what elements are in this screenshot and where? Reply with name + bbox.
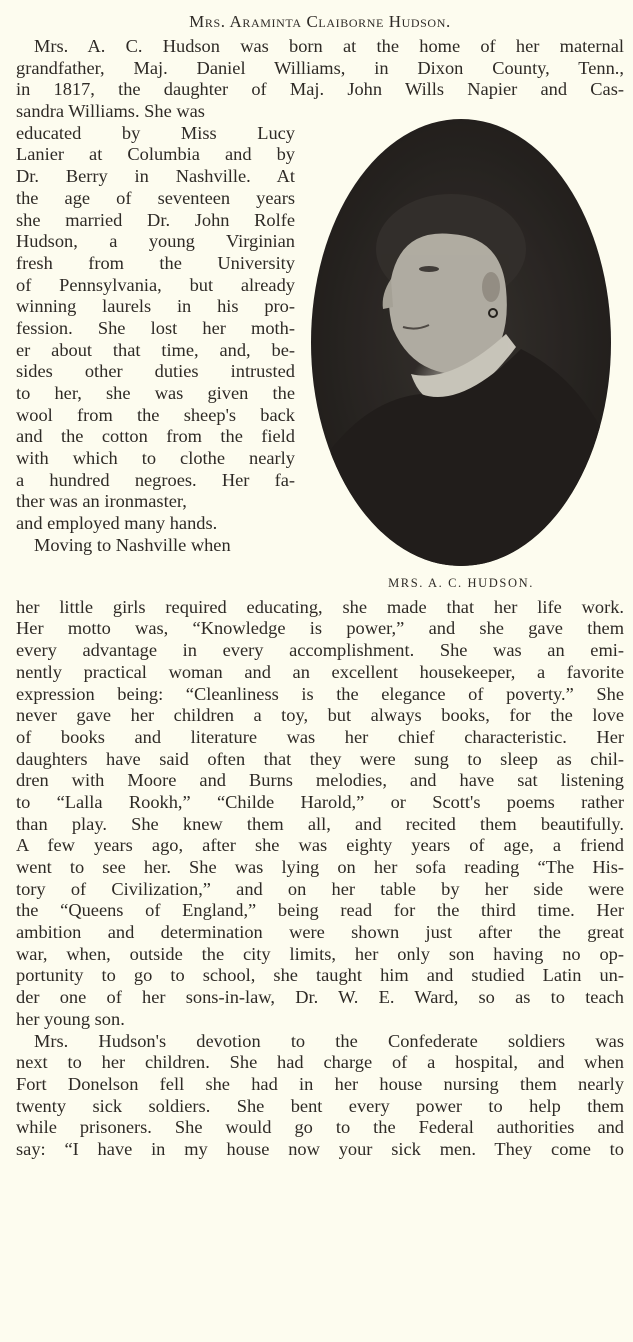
text-line: educated by Miss Lucy	[16, 122, 295, 143]
text-line: Fort Donelson fell she had in her house nursing them nearly	[16, 1073, 624, 1094]
text-line: a hundred negroes. Her fa-	[16, 469, 295, 490]
text-line: winning laurels in his pro-	[16, 296, 295, 317]
text-line: Dr. Berry in Nashville. At	[16, 166, 295, 187]
text-line: Mrs. A. C. Hudson was born at the home of her maternal	[34, 36, 624, 56]
text-line: sides other duties intrusted	[16, 361, 295, 382]
portrait-image	[311, 119, 611, 566]
text-line: never gave her children a toy, but always books, for the love	[16, 705, 624, 726]
portrait-figure	[303, 119, 624, 597]
paragraph-top	[16, 36, 624, 123]
text-line: war, when, outside the city limits, her only son having no op-	[16, 943, 624, 964]
text-line: er about that time, and, be-	[16, 339, 295, 360]
paragraph-body	[16, 597, 624, 1031]
text-line: Mrs. Hudson's devotion to the Confederate soldiers was	[34, 1030, 624, 1051]
text-line: Her motto was, “Knowledge is power,” and she gave them	[16, 618, 624, 639]
text-line: while prisoners. She would go to the Federal authorities and	[16, 1117, 624, 1138]
wrapped-column-text	[16, 123, 295, 557]
text-line: say: “I have in my house now your sick men. They come to	[16, 1138, 624, 1159]
text-line: sandra Williams. She was	[16, 101, 205, 122]
text-line: A few years ago, after she was eighty years of age, a friend	[16, 835, 624, 856]
text-line: than play. She knew them all, and recited them beautifully.	[16, 813, 624, 834]
grain-overlay	[311, 119, 611, 566]
text-line: ther was an ironmaster,	[16, 491, 187, 512]
text-line: der one of her sons-in-law, Dr. W. E. Ward, so as to teach	[16, 987, 624, 1008]
text-line: tory of Civilization,” and on her table by her side were	[16, 878, 624, 899]
portrait-illustration	[311, 119, 611, 566]
text-line: she married Dr. John Rolfe	[16, 209, 295, 230]
text-line: and employed many hands.	[16, 513, 218, 534]
text-line: the “Queens of England,” being read for the third time. Her	[16, 900, 624, 921]
text-line: in 1817, the daughter of Maj. John Wills Napier and Cas-	[16, 79, 624, 100]
text-line: to “Lalla Rookh,” “Childe Harold,” or Scott's poems rather	[16, 791, 624, 812]
text-line: wool from the sheep's back	[16, 404, 295, 425]
text-line: fresh from the University	[16, 252, 295, 273]
text-line: nently practical woman and an excellent housekeeper, a favorite	[16, 661, 624, 682]
text-line: her little girls required educating, she made that her life work.	[16, 596, 624, 617]
text-line: of books and literature was her chief characteristic. Her	[16, 726, 624, 747]
text-line: to her, she was given the	[16, 383, 295, 403]
figure-caption: MRS. A. C. HUDSON.	[388, 575, 534, 590]
text-line: Lanier at Columbia and by	[16, 144, 295, 165]
text-line: grandfather, Maj. Daniel Williams, in Dixon County, Tenn.,	[16, 57, 624, 78]
text-line: fession. She lost her moth-	[16, 317, 295, 338]
text-line: next to her children. She had charge of a hospital, and when	[16, 1052, 624, 1073]
paragraph-confederate	[16, 1031, 624, 1161]
text-line: dren with Moore and Burns melodies, and have sat listening	[16, 770, 624, 791]
page-title: Mrs. Araminta Claiborne Hudson.	[189, 12, 451, 31]
text-line: her young son.	[16, 1008, 125, 1029]
text-line: twenty sick soldiers. She bent every power to help them	[16, 1095, 624, 1116]
text-line: the age of seventeen years	[16, 187, 295, 208]
column-and-figure-region	[16, 123, 624, 597]
text-line: with which to clothe nearly	[16, 448, 295, 469]
text-line: and the cotton from the field	[16, 426, 295, 447]
text-line: portunity to go to school, she taught him and studied Latin un-	[16, 965, 624, 986]
text-line: Hudson, a young Virginian	[16, 231, 295, 252]
text-line: expression being: “Cleanliness is the elegance of poverty.” She	[16, 683, 624, 704]
text-line: of Pennsylvania, but already	[16, 274, 295, 295]
text-line: every advantage in every accomplishment. She was an emi-	[16, 640, 624, 661]
text-line: went to see her. She was lying on her sofa reading “The His-	[16, 857, 624, 877]
document-page	[16, 0, 624, 1161]
text-line: Moving to Nashville when	[34, 534, 231, 555]
text-line: ambition and determination were shown just after the great	[16, 922, 624, 943]
text-line: daughters have said often that they were sung to sleep as chil-	[16, 748, 624, 769]
